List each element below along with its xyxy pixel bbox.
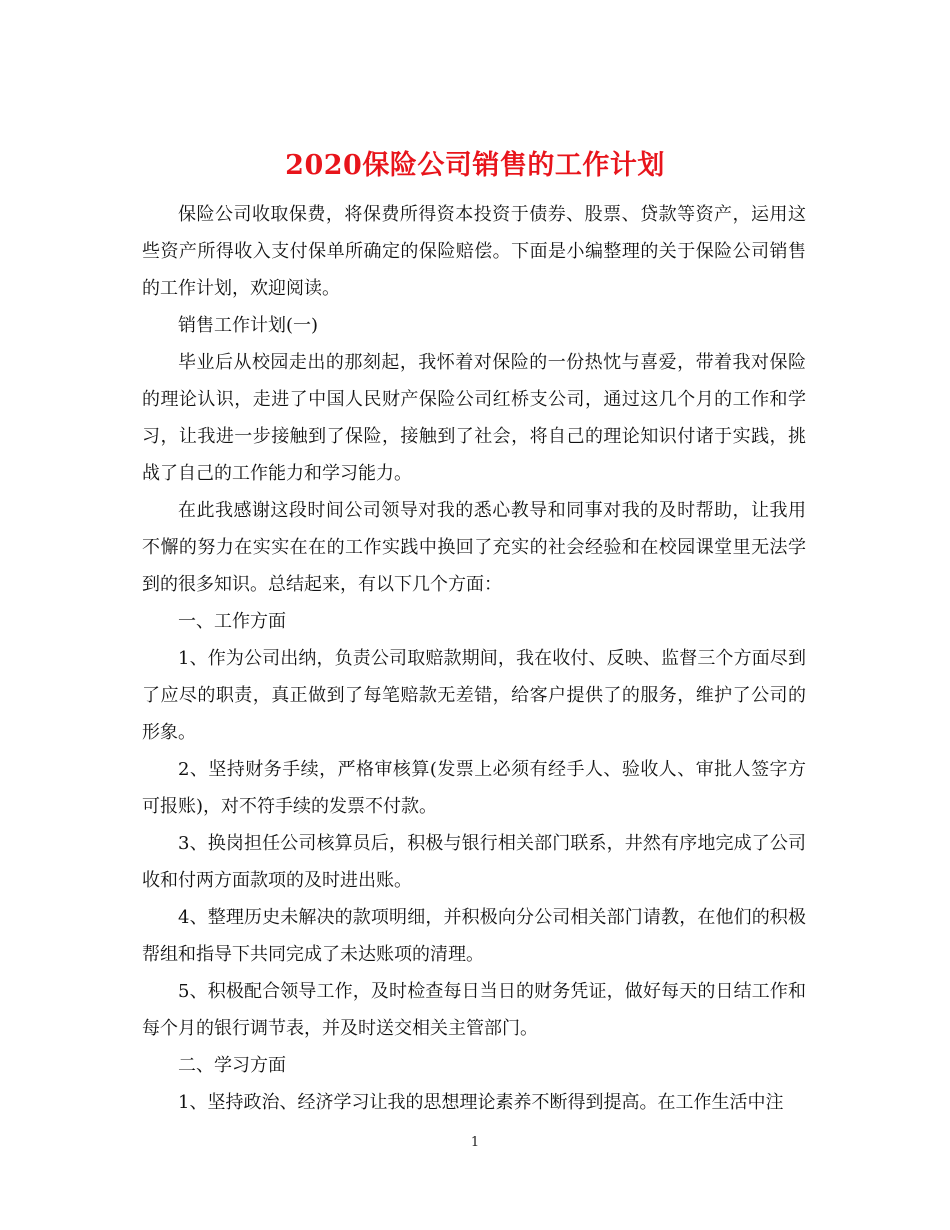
paragraph-intro: 保险公司收取保费，将保费所得资本投资于债券、股票、贷款等资产，运用这些资产所得收入支付保单所确定的保险赔偿。下面是小编整理的关于保险公司销售的工作计划，欢迎阅读。	[142, 204, 806, 299]
paragraph-thanks: 在此我感谢这段时间公司领导对我的悉心教导和同事对我的及时帮助，让我用不懈的努力在实实在在的工作实践中换回了充实的社会经验和在校园课堂里无法学到的很多知识。总结起来，有以下几个方面：	[142, 500, 806, 595]
paragraph-background: 毕业后从校园走出的那刻起，我怀着对保险的一份热忱与喜爱，带着我对保险的理论认识，走进了中国人民财产保险公司红桥支公司，通过这几个月的工作和学习，让我进一步接触到了保险，接触到了社会，将自己的理论知识付诸于实践，挑战了自己的工作能力和学习能力。	[142, 352, 806, 484]
list-item-work-2: 2、坚持财务手续，严格审核算(发票上必须有经手人、验收人、审批人签字方可报账)，对不符手续的发票不付款。	[142, 759, 806, 817]
document-body	[142, 196, 806, 1121]
list-item-work-4: 4、整理历史未解决的款项明细，并积极向分公司相关部门请教，在他们的积极帮组和指导下共同完成了未达账项的清理。	[142, 907, 806, 965]
list-item-study-1: 1、坚持政治、经济学习让我的思想理论素养不断得到提高。在工作生活中注	[178, 1092, 784, 1113]
section-heading-plan-1: 销售工作计划(一)	[178, 315, 319, 336]
document-title: 2020保险公司销售的工作计划	[285, 150, 665, 182]
list-item-work-3: 3、换岗担任公司核算员后，积极与银行相关部门联系，井然有序地完成了公司收和付两方面款项的及时进出账。	[142, 833, 806, 891]
section-heading-work: 一、工作方面	[178, 611, 286, 632]
page-number: 1	[470, 1135, 480, 1150]
list-item-work-1: 1、作为公司出纳，负责公司取赔款期间，我在收付、反映、监督三个方面尽到了应尽的职责，真正做到了每笔赔款无差错，给客户提供了的服务，维护了公司的形象。	[142, 648, 806, 743]
section-heading-study: 二、学习方面	[178, 1055, 286, 1076]
list-item-work-5: 5、积极配合领导工作，及时检查每日当日的财务凭证，做好每天的日结工作和每个月的银行调节表，并及时送交相关主管部门。	[142, 981, 806, 1039]
